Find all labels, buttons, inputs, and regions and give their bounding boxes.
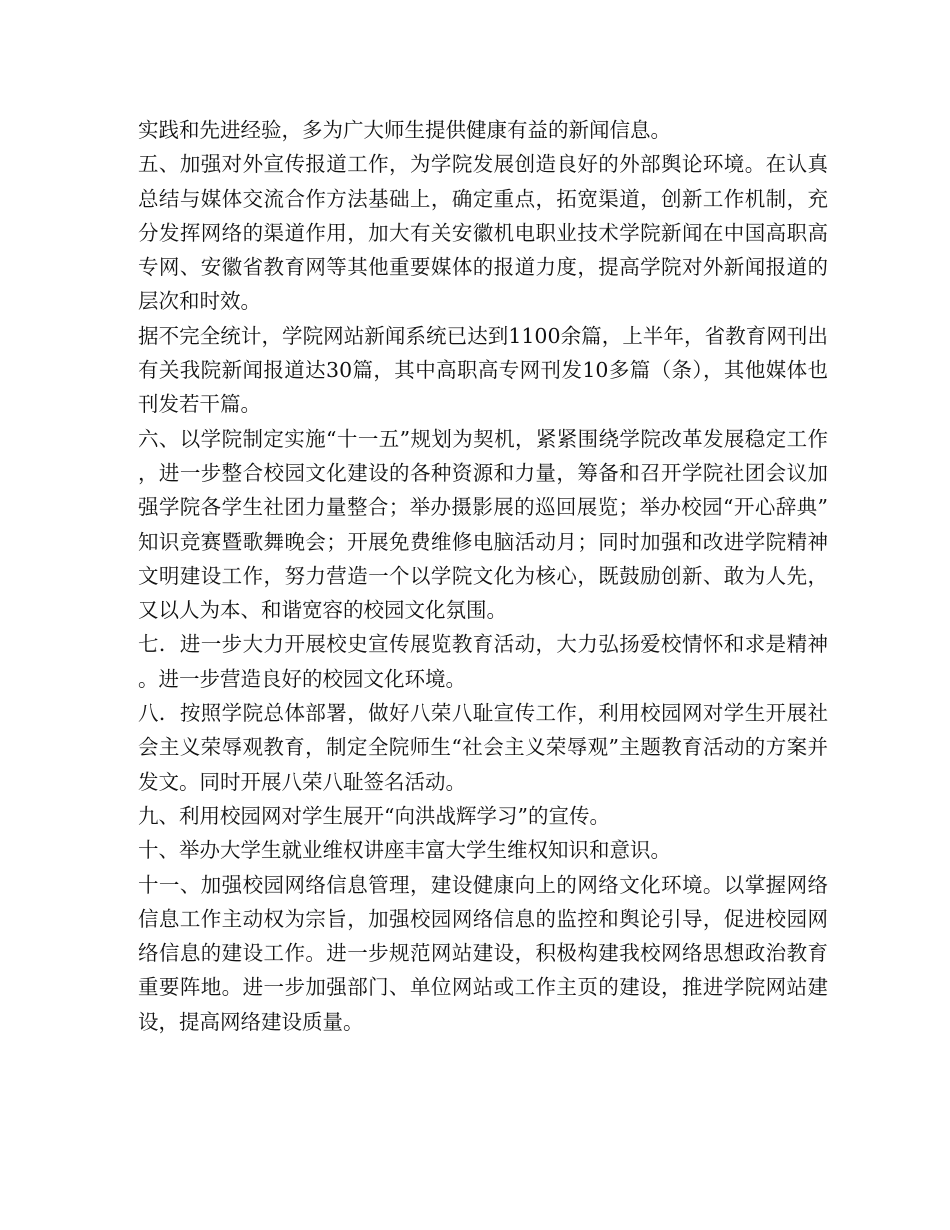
paragraph-item-5: 五、加强对外宣传报道工作，为学院发展创造良好的外部舆论环境。在认真总结与媒体交流合作方法基础上，确定重点，拓宽渠道，创新工作机制，充分发挥网络的渠道作用，加大有关安徽机电职业技术学院新闻在中国高职高专网、安徽省教育网等其他重要媒体的报道力度，提高学院对外新闻报道的层次和时效。 [138, 152, 828, 314]
paragraph-statistics: 据不完全统计，学院网站新闻系统已达到1100余篇，上半年，省教育网刊出有关我院新闻报道达30篇，其中高职高专网刊发10多篇（条），其他媒体也刊发若干篇。 [138, 323, 828, 417]
paragraph-item-7: 七．进一步大力开展校史宣传展览教育活动，大力弘扬爱校情怀和求是精神。进一步营造良好的校园文化环境。 [138, 632, 828, 691]
paragraph-item-11: 十一、加强校园网络信息管理，建设健康向上的网络文化环境。以掌握网络信息工作主动权为宗旨，加强校园网络信息的监控和舆论引导，促进校园网络信息的建设工作。进一步规范网站建设，积极构建我校网络思想政治教育重要阵地。进一步加强部门、单位网站或工作主页的建设，推进学院网站建设，提高网络建设质量。 [138, 872, 828, 1034]
document-body [138, 113, 828, 1039]
paragraph-item-6: 六、以学院制定实施“十一五”规划为契机，紧紧围绕学院改革发展稳定工作，进一步整合校园文化建设的各种资源和力量，筹备和召开学院社团会议加强学院各学生社团力量整合；举办摄影展的巡回展览；举办校园“开心辞典”知识竞赛暨歌舞晚会；开展免费维修电脑活动月；同时加强和改进学院精神文明建设工作，努力营造一个以学院文化为核心，既鼓励创新、敢为人先，又以人为本、和谐宽容的校园文化氛围。 [138, 426, 828, 623]
paragraph-item-9: 九、利用校园网对学生展开“向洪战辉学习”的宣传。 [138, 803, 610, 828]
paragraph-item-10: 十、举办大学生就业维权讲座丰富大学生维权知识和意识。 [138, 838, 671, 863]
paragraph-intro-continuation: 实践和先进经验，多为广大师生提供健康有益的新闻信息。 [138, 118, 671, 142]
paragraph-item-8: 八．按照学院总体部署，做好八荣八耻宣传工作，利用校园网对学生开展社会主义荣辱观教育，制定全院师生“社会主义荣辱观”主题教育活动的方案并发文。同时开展八荣八耻签名活动。 [138, 701, 828, 794]
